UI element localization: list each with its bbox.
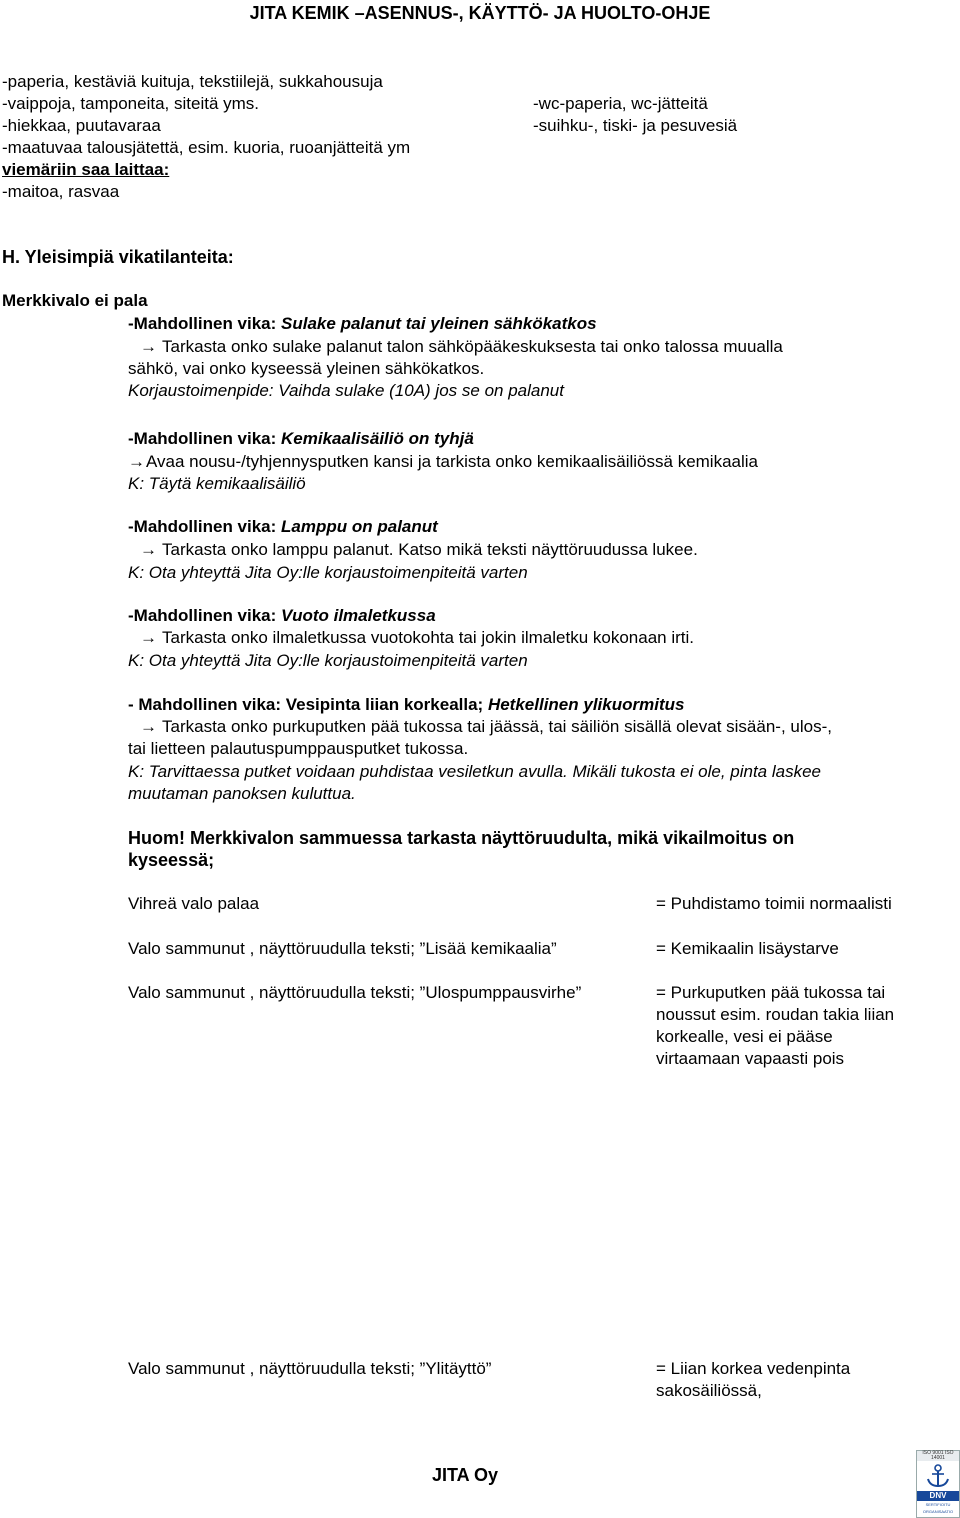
status-meaning: sakosäiliössä,: [656, 1381, 762, 1400]
dnv-certification-logo: [916, 1450, 960, 1518]
status-meaning: = Purkuputken pää tukossa tai: [656, 983, 886, 1002]
fault-label: -Mahdollinen vika:: [128, 517, 282, 536]
status-meaning: = Puhdistamo toimii normaalisti: [656, 894, 892, 913]
status-condition: Vihreä valo palaa: [128, 894, 260, 913]
anchor-icon: [917, 1461, 959, 1491]
list-item: -hiekkaa, puutavaraa: [2, 116, 161, 135]
list-item: -maatuvaa talousjätettä, esim. kuoria, ruoanjätteitä ym: [2, 138, 411, 157]
fault-1-check: → Tarkasta onko sulake palanut talon sähköpääkeskuksesta tai onko talossa muualla: [140, 337, 783, 356]
list-item: -suihku-, tiski- ja pesuvesiä: [533, 116, 738, 135]
note-line: kyseessä;: [128, 850, 215, 870]
list-item: -vaippoja, tamponeita, siteitä yms.: [2, 94, 260, 113]
allowed-heading: viemäriin saa laittaa:: [2, 160, 170, 179]
footer-company: JITA Oy: [431, 1465, 498, 1485]
status-condition: Valo sammunut , näyttöruudulla teksti; ”Lisää kemikaalia”: [128, 939, 557, 958]
fault-3-heading: [128, 516, 438, 538]
fault-3-fix: K: Ota yhteyttä Jita Oy:lle korjaustoimenpiteitä varten: [128, 563, 528, 582]
fault-name: Lamppu on palanut: [281, 517, 438, 536]
arrow-right-icon: →: [140, 540, 157, 559]
fault-2-fix: K: Täytä kemikaalisäiliö: [128, 474, 306, 493]
fault-5-fix: K: Tarvittaessa putket voidaan puhdistaa vesiletkun avulla. Mikäli tukosta ei ole, pinta laskee: [128, 762, 821, 781]
arrow-right-icon: →: [140, 717, 157, 736]
fault-label: -Mahdollinen vika:: [128, 429, 282, 448]
fault-4-heading: [128, 605, 436, 627]
status-meaning: noussut esim. roudan takia liian: [656, 1005, 895, 1024]
fault-name: Hetkellinen ylikuormitus: [487, 695, 685, 714]
arrow-right-icon: →: [140, 337, 157, 356]
fault-title: Merkkivalo ei pala: [2, 291, 148, 310]
status-meaning: korkealle, vesi ei pääse: [656, 1027, 833, 1046]
fault-4-check: → Tarkasta onko ilmaletkussa vuotokohta tai jokin ilmaletku kokonaan irti.: [140, 628, 694, 647]
arrow-right-icon: →: [140, 628, 157, 647]
status-meaning: virtaamaan vapaasti pois: [656, 1049, 845, 1068]
fault-label: -Mahdollinen vika:: [128, 606, 282, 625]
logo-mark: DNV: [917, 1491, 959, 1501]
fault-1-check-cont: sähkö, vai onko kyseessä yleinen sähkökatkos.: [128, 359, 485, 378]
fault-2-check: →Avaa nousu-/tyhjennysputken kansi ja tarkista onko kemikaalisäiliössä kemikaalia: [128, 452, 758, 471]
list-item: -paperia, kestäviä kuituja, tekstiilejä, sukkahousuja: [2, 72, 383, 91]
fault-label: - Mahdollinen vika: Vesipinta liian korkealla;: [128, 695, 488, 714]
list-item: -maitoa, rasvaa: [2, 182, 120, 201]
status-meaning: = Liian korkea vedenpinta: [656, 1359, 851, 1378]
fault-name: Sulake palanut tai yleinen sähkökatkos: [281, 314, 597, 333]
fault-5-fix-cont: muutaman panoksen kuluttua.: [128, 784, 356, 803]
note-line: Huom! Merkkivalon sammuessa tarkasta näyttöruudulta, mikä vikailmoitus on: [128, 828, 795, 848]
status-meaning: = Kemikaalin lisäystarve: [656, 939, 839, 958]
fault-1-fix: Korjaustoimenpide: Vaihda sulake (10A) jos se on palanut: [128, 381, 564, 400]
fault-label: -Mahdollinen vika:: [128, 314, 282, 333]
fault-1-heading: [128, 313, 597, 335]
arrow-right-icon: →: [128, 452, 145, 471]
logo-top-text: ISO 9001 ISO 14001: [917, 1451, 959, 1461]
page-header-title: JITA KEMIK –ASENNUS-, KÄYTTÖ- JA HUOLTO-OHJE: [249, 3, 711, 23]
list-item: -wc-paperia, wc-jätteitä: [533, 94, 708, 113]
logo-bottom-text: SERTIFIOITU ORGANISAATIO: [922, 1502, 954, 1514]
fault-5-check: → Tarkasta onko purkuputken pää tukossa tai jäässä, tai säiliön sisällä olevat sisään-, ulos-,: [140, 717, 832, 736]
fault-name: Vuoto ilmaletkussa: [281, 606, 436, 625]
fault-name: Kemikaalisäiliö on tyhjä: [281, 429, 474, 448]
status-condition: Valo sammunut , näyttöruudulla teksti; ”Ylitäyttö”: [128, 1359, 492, 1378]
fault-5-check-cont: tai lietteen palautuspumppausputket tukossa.: [128, 739, 469, 758]
fault-2-heading: [128, 428, 474, 450]
section-title: H. Yleisimpiä vikatilanteita:: [2, 247, 234, 267]
status-condition: Valo sammunut , näyttöruudulla teksti; ”Ulospumppausvirhe”: [128, 983, 582, 1002]
fault-3-check: → Tarkasta onko lamppu palanut. Katso mikä teksti näyttöruudussa lukee.: [140, 540, 698, 559]
fault-4-fix: K: Ota yhteyttä Jita Oy:lle korjaustoimenpiteitä varten: [128, 651, 528, 670]
fault-5-heading: [128, 694, 684, 716]
